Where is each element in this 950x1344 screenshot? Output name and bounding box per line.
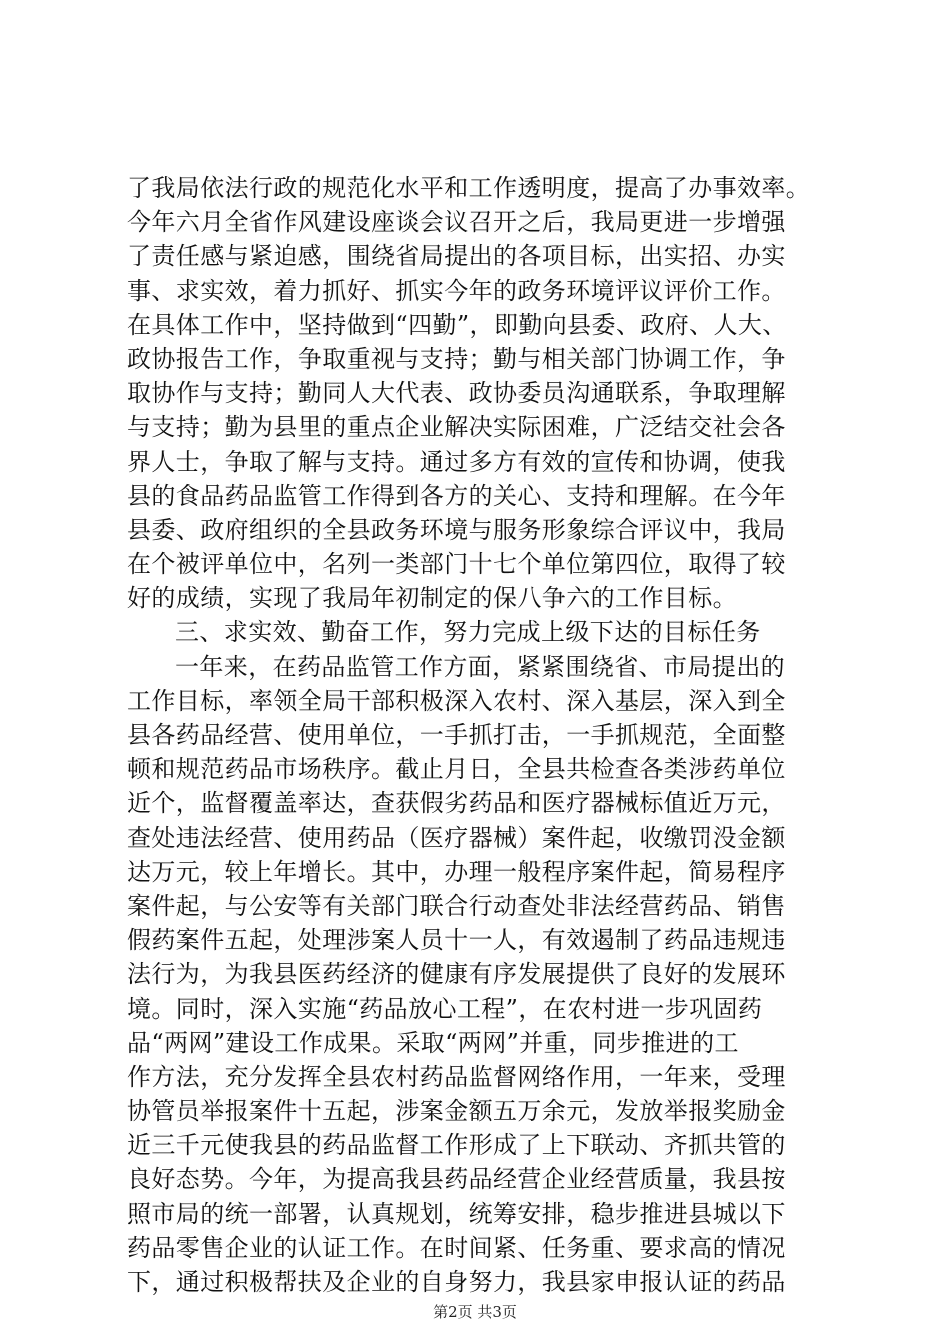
text-line: 了我局依法行政的规范化水平和工作透明度，提高了办事效率。: [127, 174, 811, 202]
text-line: 达万元，较上年增长。其中，办理一般程序案件起，简易程序: [127, 857, 786, 886]
text-line: 法行为，为我县医药经济的健康有序发展提供了良好的发展环: [127, 960, 786, 989]
text-line: 县的食品药品监管工作得到各方的关心、支持和理解。在今年: [127, 481, 786, 510]
text-line: 查处违法经营、使用药品（医疗器械）案件起，收缴罚没金额: [127, 823, 786, 852]
text-line: 顿和规范药品市场秩序。截止月日，全县共检查各类涉药单位: [127, 755, 786, 784]
text-line: 县各药品经营、使用单位，一手抓打击，一手抓规范，全面整: [127, 721, 786, 749]
text-line: 三、求实效、勤奋工作，努力完成上级下达的目标任务: [175, 618, 761, 647]
text-line: 协管员举报案件十五起，涉案金额五万余元，发放举报奖励金: [127, 1097, 786, 1126]
text-line: 品“两网”建设工作成果。采取“两网”并重，同步推进的工: [127, 1028, 739, 1057]
text-line: 近个，监督覆盖率达，查获假劣药品和医疗器械标值近万元，: [127, 789, 786, 818]
text-line: 与支持；勤为县里的重点企业解决实际困难，广泛结交社会各: [127, 413, 786, 442]
text-line: 好的成绩，实现了我局年初制定的保八争六的工作目标。: [127, 584, 737, 613]
body-text: [127, 171, 847, 1299]
text-line: 取协作与支持；勤同人大代表、政协委员沟通联系，争取理解: [127, 379, 786, 408]
text-line: 今年六月全省作风建设座谈会议召开之后，我局更进一步增强: [127, 208, 786, 237]
text-line: 照市局的统一部署，认真规划，统筹安排，稳步推进县城以下: [127, 1199, 786, 1228]
text-line: 近三千元使我县的药品监督工作形成了上下联动、齐抓共管的: [127, 1131, 786, 1160]
text-line: 良好态势。今年，为提高我县药品经营企业经营质量，我县按: [127, 1165, 786, 1194]
page-footer: 第2页 共3页: [433, 1303, 517, 1321]
text-line: 了责任感与紧迫感，围绕省局提出的各项目标，出实招、办实: [127, 242, 786, 271]
text-line: 工作目标，率领全局干部积极深入农村、深入基层，深入到全: [127, 686, 786, 715]
text-line: 下，通过积极帮扶及企业的自身努力，我县家申报认证的药品: [127, 1268, 786, 1296]
text-line: 界人士，争取了解与支持。通过多方有效的宣传和协调，使我: [127, 447, 786, 476]
text-line: 一年来，在药品监管工作方面，紧紧围绕省、市局提出的: [175, 652, 785, 681]
text-line: 药品零售企业的认证工作。在时间紧、任务重、要求高的情况: [127, 1233, 786, 1262]
text-line: 政协报告工作，争取重视与支持；勤与相关部门协调工作，争: [127, 344, 786, 373]
text-line: 假药案件五起，处理涉案人员十一人，有效遏制了药品违规违: [127, 926, 786, 955]
text-line: 县委、政府组织的全县政务环境与服务形象综合评议中，我局: [127, 515, 786, 544]
text-line: 在具体工作中，坚持做到“四勤”，即勤向县委、政府、人大、: [127, 310, 787, 339]
text-line: 境。同时，深入实施“药品放心工程”，在农村进一步巩固药: [127, 994, 763, 1023]
text-line: 事、求实效，着力抓好、抓实今年的政务环境评议评价工作。: [127, 276, 786, 305]
text-line: 在个被评单位中，名列一类部门十七个单位第四位，取得了较: [127, 550, 786, 579]
text-line: 案件起，与公安等有关部门联合行动查处非法经营药品、销售: [127, 891, 786, 920]
text-line: 作方法，充分发挥全县农村药品监督网络作用，一年来，受理: [127, 1062, 786, 1091]
